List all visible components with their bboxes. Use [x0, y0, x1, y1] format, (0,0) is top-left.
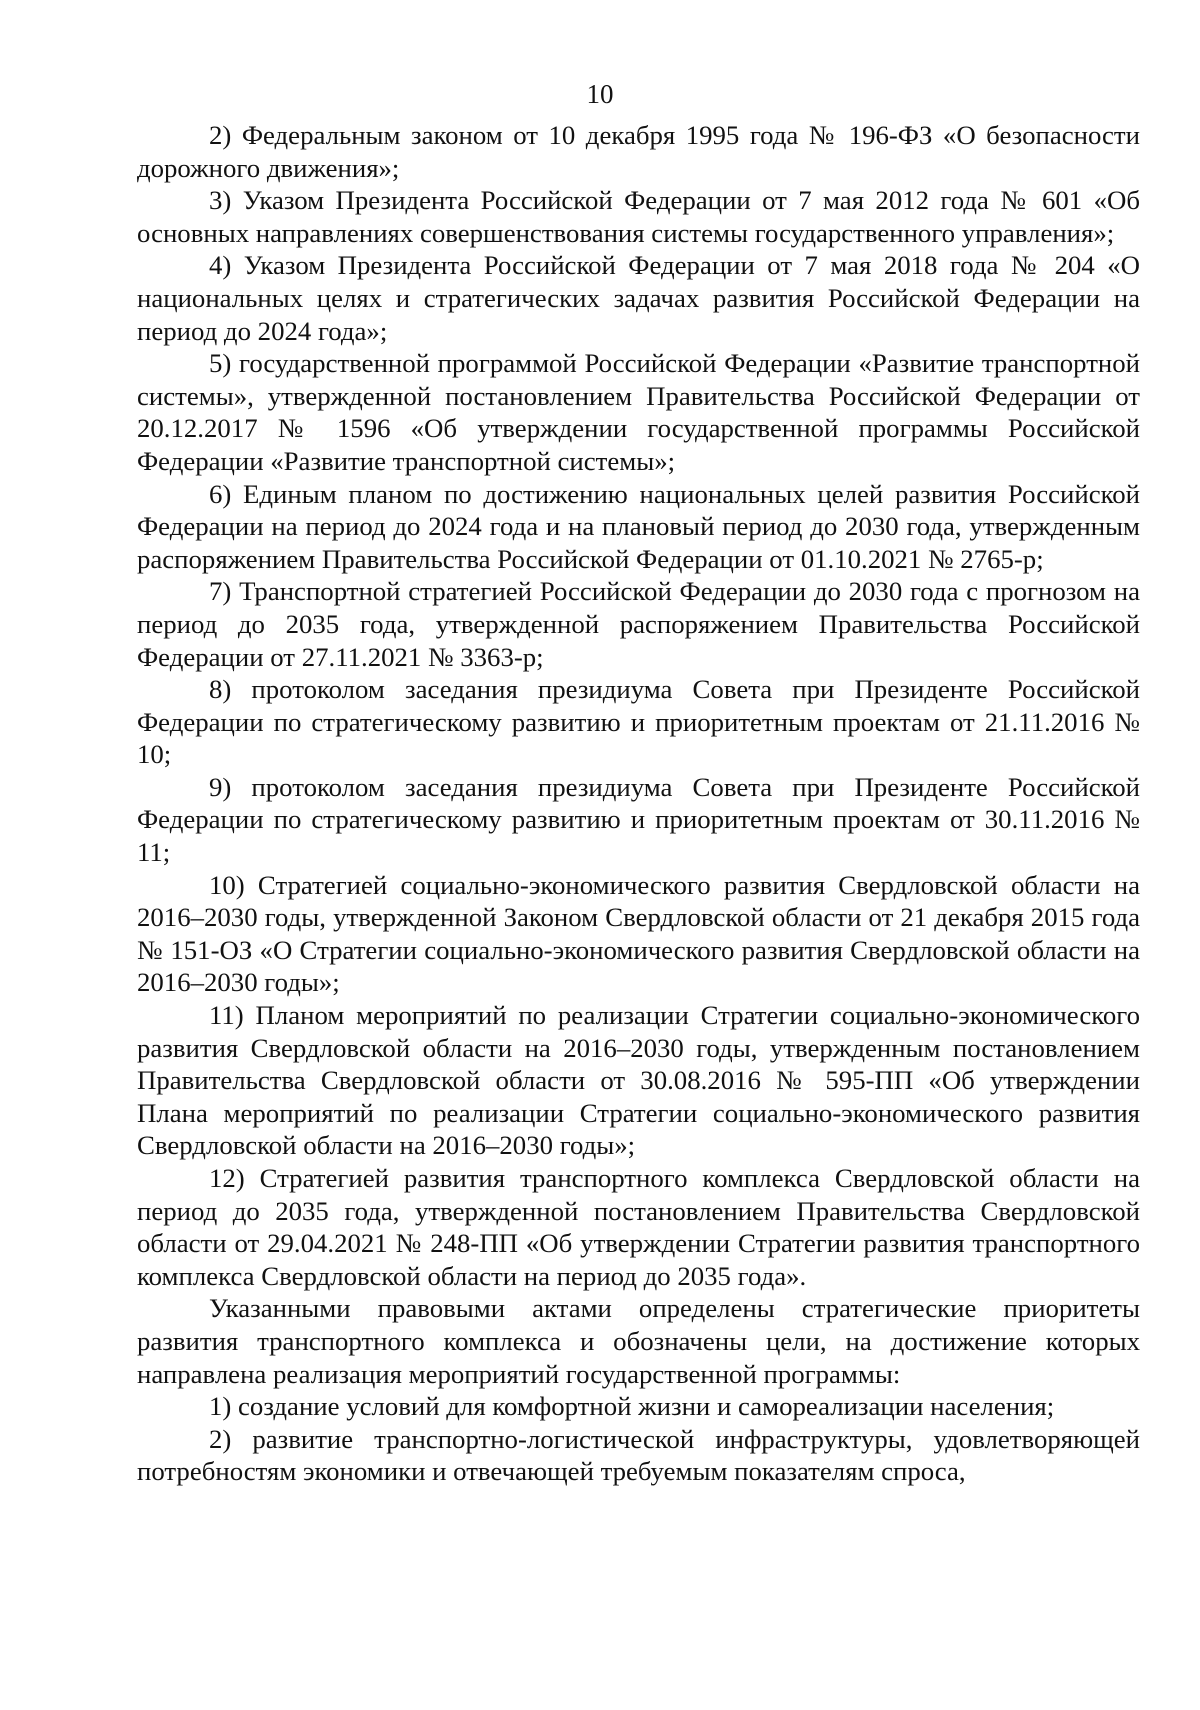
paragraph-item-6: 6) Единым планом по достижению национальных целей развития Российской Федерации на период до 2024 года и на плановый период до 2030 года, утвержденным распоряжением Правительства Российской Федерации от 01.10.2021 № 2765-р; — [137, 478, 1140, 574]
paragraph-item-8: 8) протоколом заседания президиума Совета при Президенте Российской Федерации по стратегическому развитию и приоритетным проектам от 21.11.2016 № 10; — [137, 674, 1140, 770]
paragraph-item-11: 11) Планом мероприятий по реализации Стратегии социально-экономического развития Свердловской области на 2016–2030 годы, утвержденным постановлением Правительства Свердловской области от 30.08.2016 № 595-ПП «Об утверждении Плана мероприятий по реализации Стратегии социально-экономического развития Свердловской области на 2016–2030 годы»; — [137, 1000, 1140, 1161]
paragraph-item-10: 10) Стратегией социально-экономического развития Свердловской области на 2016–2030 годы, утвержденной Законом Свердловской области от 21 декабря 2015 года № 151-ОЗ «О Стратегии социально-экономического развития Свердловской области на 2016–2030 годы»; — [137, 869, 1140, 998]
page-number: 10 — [586, 79, 614, 109]
paragraph-item-3: 3) Указом Президента Российской Федерации от 7 мая 2012 года № 601 «Об основных направлениях совершенствования системы государственного управления»; — [137, 185, 1140, 248]
paragraph-summary: Указанными правовыми актами определены стратегические приоритеты развития транспортного комплекса и обозначены цели, на достижение которых направлена реализация мероприятий государственной программы: — [137, 1293, 1140, 1389]
paragraph-item-2: 2) Федеральным законом от 10 декабря 1995 года № 196-ФЗ «О безопасности дорожного движения»; — [137, 120, 1140, 183]
paragraph-item-9: 9) протоколом заседания президиума Совета при Президенте Российской Федерации по стратегическому развитию и приоритетным проектам от 30.11.2016 № 11; — [137, 771, 1140, 868]
paragraph-item-5: 5) государственной программой Российской Федерации «Развитие транспортной системы», утвержденной постановлением Правительства Российской Федерации от 20.12.2017 № 1596 «Об утверждении государственной программы Российской Федерации «Развитие транспортной системы»; — [137, 348, 1140, 476]
paragraph-item-7: 7) Транспортной стратегией Российской Федерации до 2030 года с прогнозом на период до 2035 года, утвержденной распоряжением Правительства Российской Федерации от 27.11.2021 № 3363-р; — [137, 576, 1140, 672]
paragraph-item-4: 4) Указом Президента Российской Федерации от 7 мая 2018 года № 204 «О национальных целях и стратегических задачах развития Российской Федерации на период до 2024 года»; — [137, 250, 1140, 346]
paragraph-item-12: 12) Стратегией развития транспортного комплекса Свердловской области на период до 2035 года, утвержденной постановлением Правительства Свердловской области от 29.04.2021 № 248-ПП «Об утверждении Стратегии развития транспортного комплекса Свердловской области на период до 2035 года». — [137, 1163, 1140, 1291]
paragraph-goal-1: 1) создание условий для комфортной жизни и самореализации населения; — [209, 1391, 1055, 1422]
paragraph-goal-2: 2) развитие транспортно-логистической инфраструктуры, удовлетворяющей потребностям экономики и отвечающей требуемым показателям спроса, — [137, 1423, 1140, 1487]
document-body — [137, 119, 1140, 1488]
